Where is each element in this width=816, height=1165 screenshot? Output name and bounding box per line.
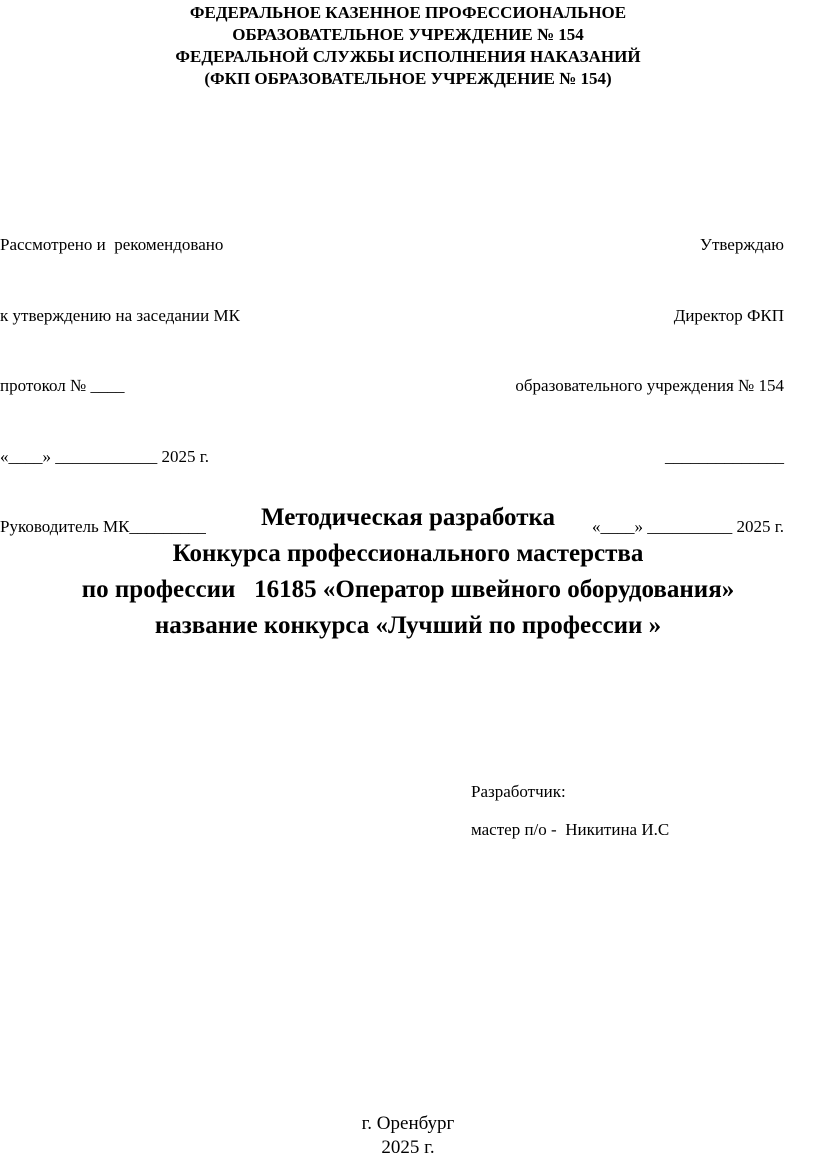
review-line: к утверждению на заседании МК — [0, 305, 240, 325]
approval-line: образовательного учреждения № 154 — [515, 376, 784, 395]
title-line: Методическая разработка — [260, 504, 556, 531]
title-line: название конкурса «Лучший по профессии » — [154, 612, 662, 639]
title-line: по профессии 16185 «Оператор швейного оборудования» — [81, 576, 735, 603]
header-line: ОБРАЗОВАТЕЛЬНОЕ УЧРЕЖДЕНИЕ № 154 — [232, 25, 584, 44]
footer-city: г. Оренбург — [361, 1113, 455, 1134]
title-line: Конкурса профессионального мастерства — [172, 540, 644, 567]
footer-year: 2025 г. — [381, 1137, 435, 1158]
approval-line: «____» __________ 2025 г. — [591, 517, 784, 536]
review-line: «____» ____________ 2025 г. — [0, 446, 210, 466]
approval-line: ______________ — [665, 446, 784, 466]
developer-name: мастер п/о - Никитина И.С — [471, 820, 670, 839]
document-title — [0, 500, 816, 644]
institution-header — [0, 2, 816, 90]
header-line: ФЕДЕРАЛЬНОЙ СЛУЖБЫ ИСПОЛНЕНИЯ НАКАЗАНИЙ — [175, 47, 641, 66]
header-line: (ФКП ОБРАЗОВАТЕЛЬНОЕ УЧРЕЖДЕНИЕ № 154) — [204, 69, 612, 88]
review-line: Рассмотрено и рекомендовано — [0, 235, 224, 254]
developer-label: Разработчик: — [471, 782, 566, 801]
review-line: Руководитель МК_________ — [0, 517, 206, 536]
review-line: протокол № ____ — [0, 376, 125, 395]
approval-line: Директор ФКП — [673, 305, 784, 325]
header-line: ФЕДЕРАЛЬНОЕ КАЗЕННОЕ ПРОФЕССИОНАЛЬНОЕ — [189, 3, 627, 22]
document-footer — [0, 1112, 816, 1160]
approval-line: Утверждаю — [699, 235, 784, 254]
